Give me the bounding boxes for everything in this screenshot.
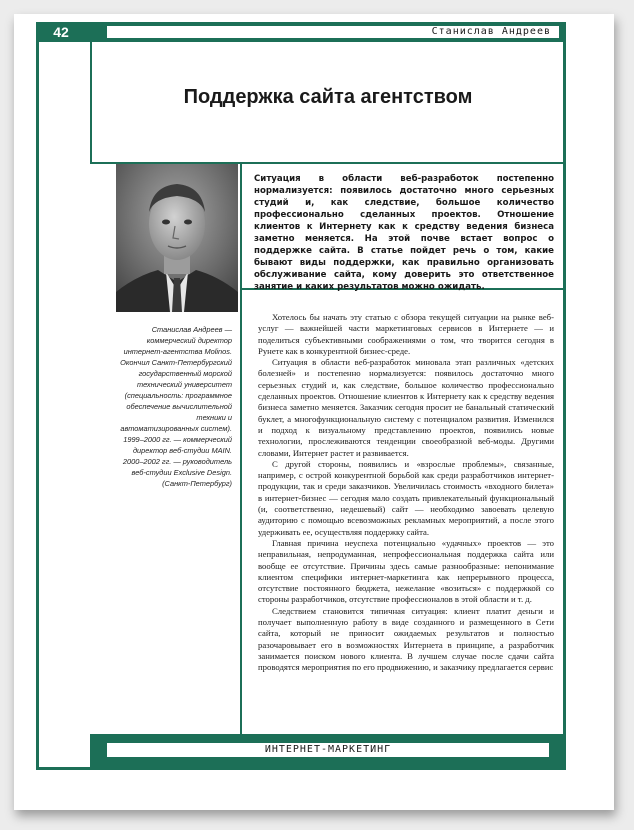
header-bar xyxy=(36,22,566,42)
magazine-page xyxy=(14,14,614,810)
author-photo xyxy=(116,164,238,312)
body-paragraph: Ситуация в области веб-разработок миновала этап различных «детских болезней» и постепенно нормализуется: появилось достаточно много серьезных студий и, как следствие, большое количество профессионально сделанных проектов. Отношение клиентов к Интернету как к средству ведения бизнеса заметно меняется. Заказчик сегодня просит не банальный статический буклет, а многофункциональную систему с потенциалом развития. Изменился и подход к визуальному представлению проектов, появились новые технологии, прослеживаются тенденции своеобразной веб-моды. Другими словами, Интернет растет и развивается. xyxy=(258,357,554,458)
page-number: 42 xyxy=(53,24,69,40)
body-paragraph: Главная причина неуспеха потенциально «удачных» проектов — это неправильная, непродуманная, непрофессиональная поддержка сайта или вообще ее отсутствие. Причины здесь самые разнообразные: непонимание клиентом специфики интернет-маркетинга как непрерывного процесса, отсутствие постоянного бюджета, нежелание «возиться» с поддержкой со стороны разработчиков, отсутствие профессионалов в этой области и т. д. xyxy=(258,537,554,605)
column-divider xyxy=(240,164,242,734)
body-paragraph: С другой стороны, появились и «взрослые проблемы», связанные, например, с острой конкурентной борьбой как среди разработчиков интернет-продукции, так и среди заказчиков. Увеличилась стоимость «входного билета» в интернет-бизнес — сегодня мало создать привлекательный функциональный (и, соответственно, недешевый) сайт — необходимо завоевать целевую аудиторию с помощью всевозможных рекламных мероприятий, а после этого удерживать ее, осуществляя поддержку сайта. xyxy=(258,458,554,537)
author-caption: Станислав Андреев — коммерческий директор интернет-агентства Molinos. Окончил Санкт-Петербургский государственный морской технический университет (специальность: программное обеспечение вычислительной техники и автоматизированных систем). 1999–2000 гг. — коммерческий директор веб-студии MAIN. 2000–2002 гг. — руководитель веб-студии Exclusive Design. (Санкт-Петербург) xyxy=(120,325,232,488)
body-paragraph: Следствием становится типичная ситуация: клиент платит деньги и получает выполненную работу в виде созданного и размещенного в Сети сайта, который не приносит ожидаемых результатов и полностью разочаровывает его в возможностях Интернета в принципе, а разработчик занимается поиском нового клиента. В лучшем случае после сдачи сайта проводятся мероприятия по его продвижению, и заказчику предлагается сервис xyxy=(258,605,554,673)
footer-bar xyxy=(90,734,566,770)
article-title: Поддержка сайта агентством xyxy=(183,86,473,108)
author-portrait-image xyxy=(116,164,238,312)
article-lead: Ситуация в области веб-разработок постепенно нормализуется: появилось достаточно много серьезных студий и, как следствие, большое количество профессионально сделанных проектов. Отношение клиентов к Интернету как к средству ведения бизнеса заметно меняется. На этой почве встает вопрос о поддержке сайта. В статье пойдет речь о том, какие бывают виды поддержки, как правильно организовать обслуживание сайта, кому доверить это ответственное занятие и каких результатов можно ожидать. xyxy=(254,174,554,292)
header-author: Станислав Андреев xyxy=(106,25,560,39)
body-paragraph: Хотелось бы начать эту статью с обзора текущей ситуации на рынке веб-услуг — важнейшей части маркетинговых сервисов в Интернете — и поделиться субъективными соображениями о том, что творится сегодня в Рунете как в конкурентной бизнес-среде. xyxy=(258,312,554,356)
section-label: ИНТЕРНЕТ-МАРКЕТИНГ xyxy=(106,742,550,758)
article-body xyxy=(258,312,554,732)
